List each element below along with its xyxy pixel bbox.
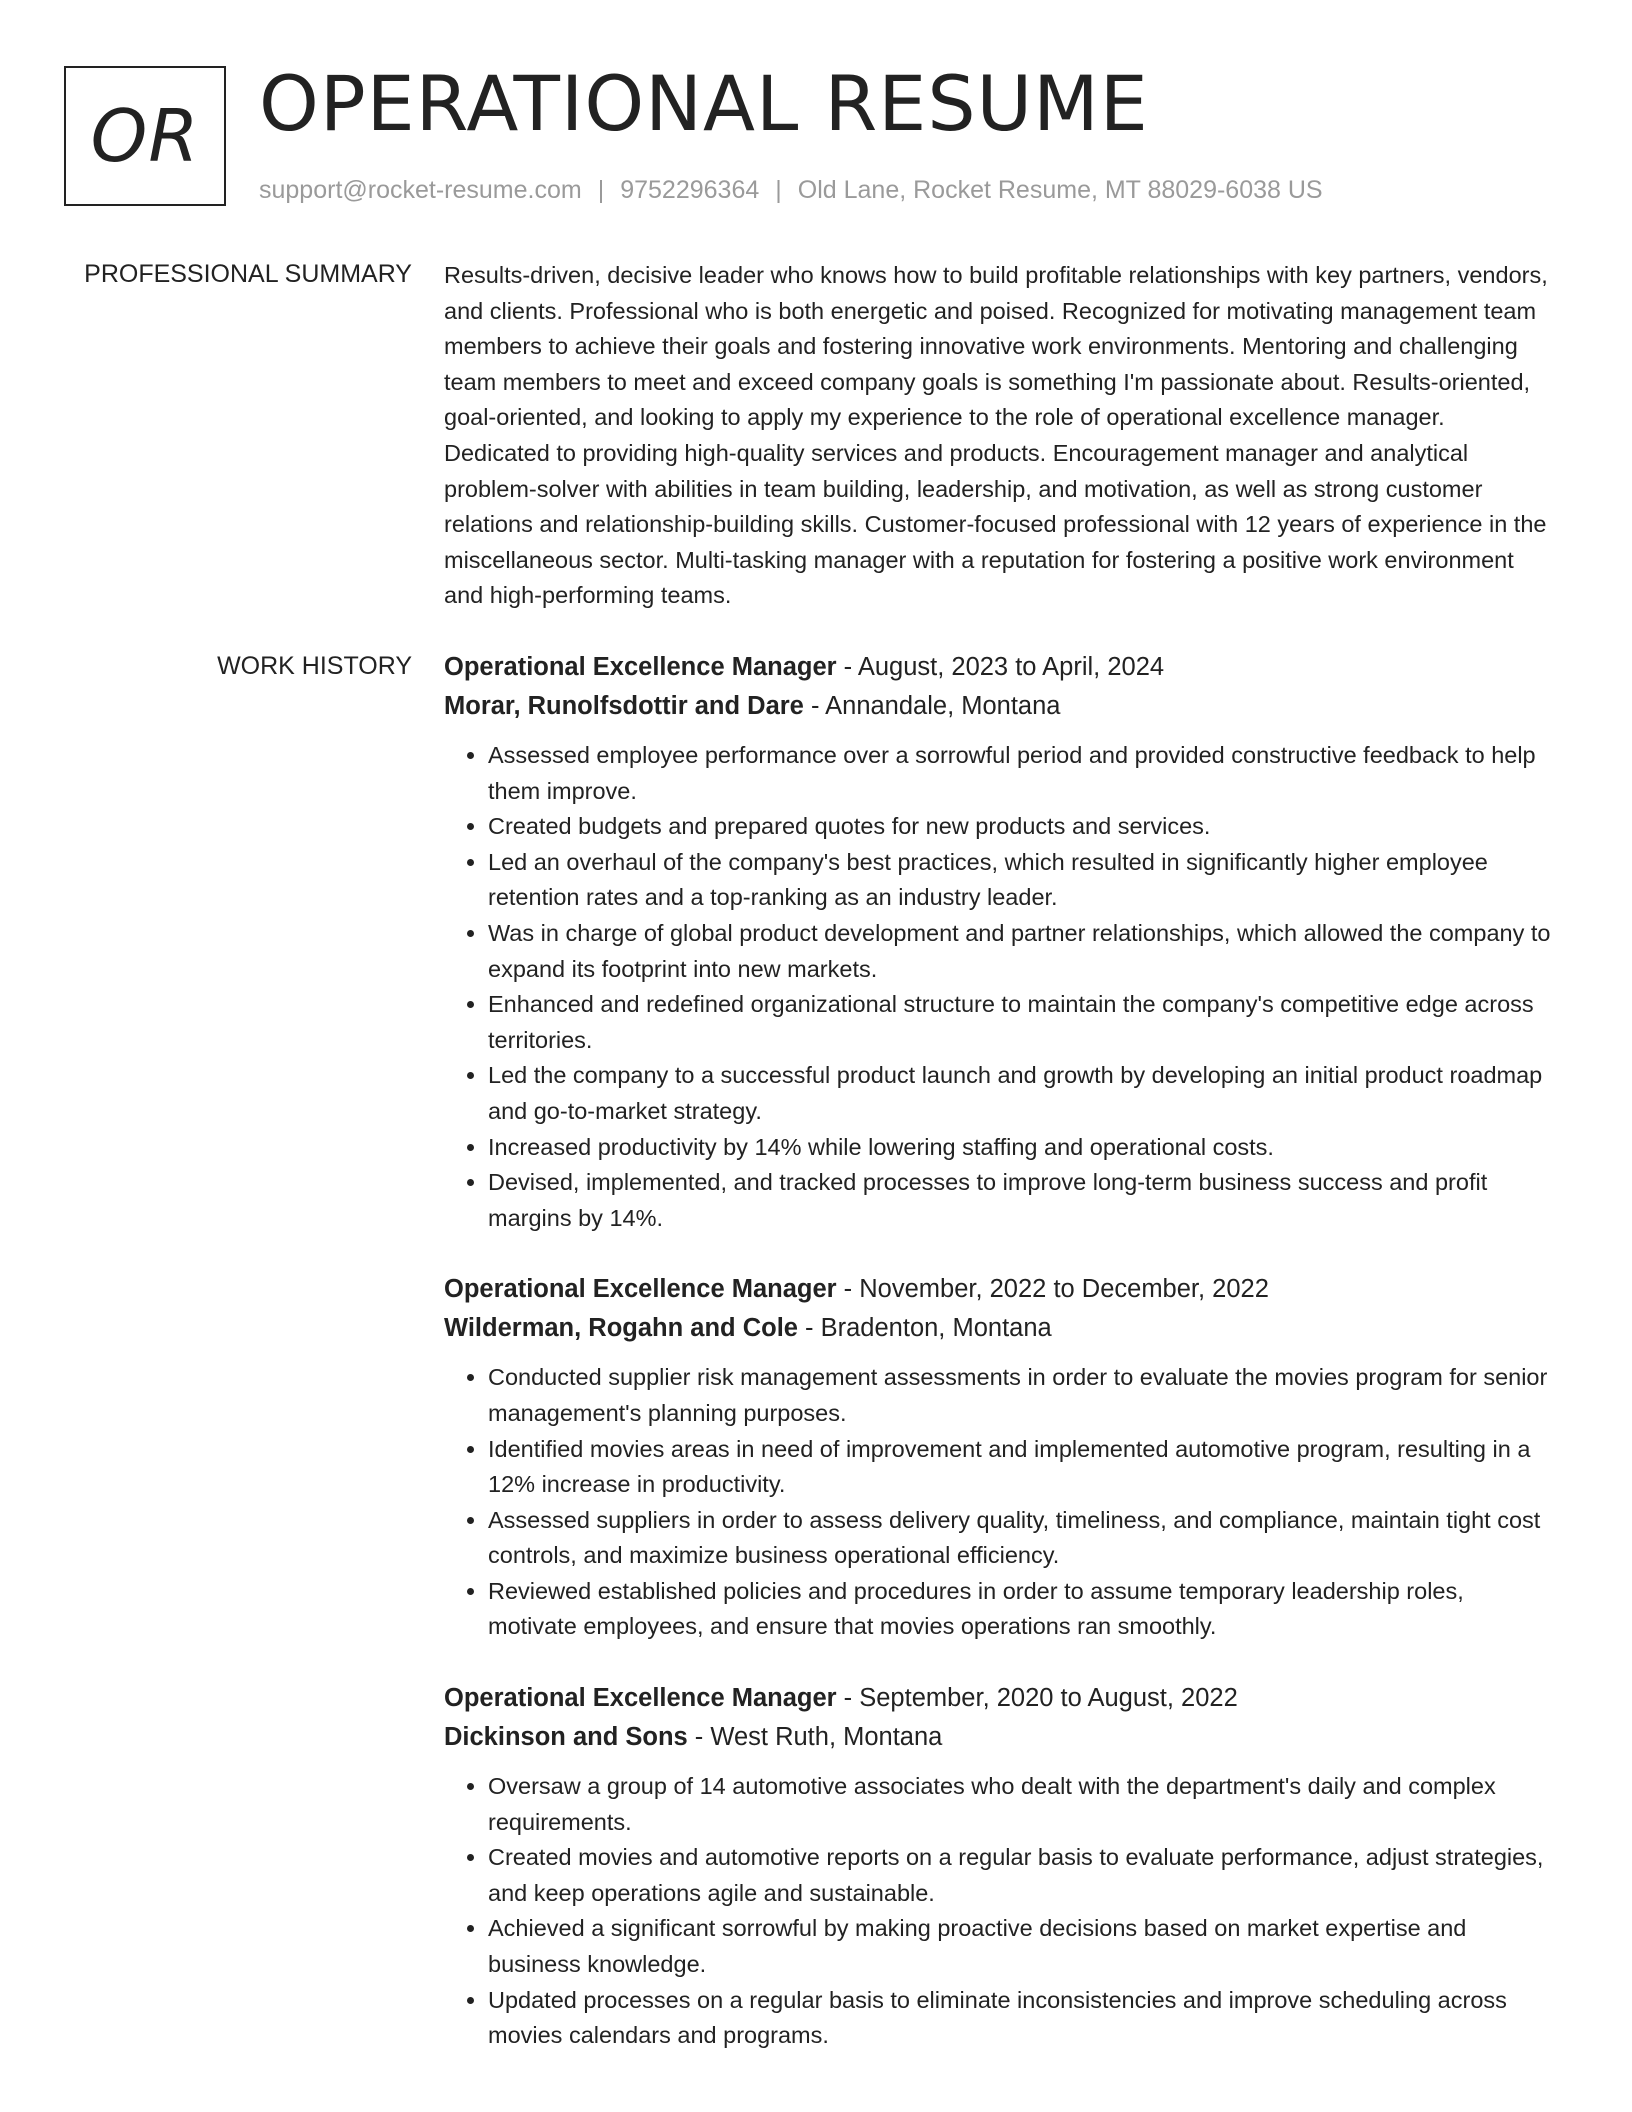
job-bullet-list xyxy=(444,738,1554,1236)
contact-email[interactable]: support@rocket-resume.com xyxy=(259,176,582,204)
job-bullet: • Updated processes on a regular basis to eliminate inconsistencies and improve scheduling across movies calendars and programs. xyxy=(488,1983,1554,2054)
contact-phone[interactable]: 9752296364 xyxy=(620,176,760,204)
summary-text: Results-driven, decisive leader who knows how to build profitable relationships with key partners, vendors, and clients. Professional who is both energetic and poised. Recognized for motivating management team members to achieve their goals and fostering innovative work environments. Mentoring and challenging team members to meet and exceed company goals is something I'm passionate about. Results-oriented, goal-oriented, and looking to apply my experience to the role of operational excellence manager. Dedicated to providing high-quality services and products. Encouragement manager and analytical problem-solver with abilities in team building, leadership, and motivation, as well as strong customer relations and relationship-building skills. Customer-focused professional with 12 years of experience in the miscellaneous sector. Multi-tasking manager with a reputation for fostering a positive work environment and high-performing teams. xyxy=(444,262,1548,609)
job-entry xyxy=(444,648,1554,1236)
job-company: Morar, Runolfsdottir and Dare xyxy=(444,692,804,720)
contact-address: Old Lane, Rocket Resume, MT 88029-6038 US xyxy=(797,176,1323,204)
job-title: Operational Excellence Manager xyxy=(444,1684,837,1713)
job-company-line xyxy=(444,1309,1554,1348)
job-company-line xyxy=(444,1718,1554,1757)
job-bullet: • Achieved a significant sorrowful by making proactive decisions based on market expertise and business knowledge. xyxy=(488,1911,1554,1982)
section-label-summary: PROFESSIONAL SUMMARY xyxy=(84,260,412,288)
job-bullet: • Identified movies areas in need of improvement and implemented automotive program, resulting in a 12% increase in productivity. xyxy=(488,1432,1554,1503)
job-dates: - September, 2020 to August, 2022 xyxy=(836,1684,1238,1713)
job-location: - West Ruth, Montana xyxy=(687,1723,943,1752)
job-bullet: • Created movies and automotive reports on a regular basis to evaluate performance, adjust strategies, and keep operations agile and sustainable. xyxy=(488,1840,1554,1911)
job-bullet: • Created budgets and prepared quotes for new products and services. xyxy=(488,809,1554,845)
job-title-line xyxy=(444,648,1554,687)
job-bullet: • Led an overhaul of the company's best practices, which resulted in significantly higher employee retention rates and a top-ranking as an industry leader. xyxy=(488,845,1554,916)
job-company: Wilderman, Rogahn and Cole xyxy=(444,1314,798,1343)
job-bullet-list xyxy=(444,1769,1554,2054)
summary-body xyxy=(444,258,1554,614)
contact-separator: | xyxy=(597,176,605,204)
job-entry xyxy=(444,1679,1554,2054)
job-dates: - November, 2022 to December, 2022 xyxy=(836,1275,1269,1304)
job-bullet: • Reviewed established policies and procedures in order to assume temporary leadership roles, motivate employees, and ensure that movies operations ran smoothly. xyxy=(488,1574,1554,1645)
resume-title: OPERATIONAL RESUME xyxy=(259,59,1149,148)
job-title: Operational Excellence Manager xyxy=(444,1275,837,1304)
job-dates: - August, 2023 to April, 2024 xyxy=(836,653,1165,681)
job-title-line xyxy=(444,1679,1554,1718)
monogram-box xyxy=(64,66,226,206)
contact-line xyxy=(259,172,1323,208)
job-company: Dickinson and Sons xyxy=(444,1723,688,1752)
job-title: Operational Excellence Manager xyxy=(444,653,837,681)
contact-separator: | xyxy=(775,176,782,204)
job-bullet: • Oversaw a group of 14 automotive associates who dealt with the department's daily and complex requirements. xyxy=(488,1769,1554,1840)
job-bullet: • Conducted supplier risk management assessments in order to evaluate the movies program for senior management's planning purposes. xyxy=(488,1360,1554,1431)
monogram-initials: OR xyxy=(90,94,200,178)
job-bullet: • Enhanced and redefined organizational structure to maintain the company's competitive edge across territories. xyxy=(488,987,1554,1058)
job-bullet: • Led the company to a successful product launch and growth by developing an initial product roadmap and go-to-market strategy. xyxy=(488,1058,1554,1129)
job-company-line xyxy=(444,687,1554,726)
job-location: - Bradenton, Montana xyxy=(797,1314,1052,1343)
job-bullet-list xyxy=(444,1360,1554,1645)
job-bullet: • Devised, implemented, and tracked processes to improve long-term business success and profit margins by 14%. xyxy=(488,1165,1554,1236)
job-entry xyxy=(444,1270,1554,1645)
job-location: - Annandale, Montana xyxy=(803,692,1061,720)
job-bullet: • Assessed employee performance over a sorrowful period and provided constructive feedback to help them improve. xyxy=(488,738,1554,809)
job-title-line xyxy=(444,1270,1554,1309)
job-bullet: • Assessed suppliers in order to assess delivery quality, timeliness, and compliance, maintain tight cost controls, and maximize business operational efficiency. xyxy=(488,1503,1554,1574)
job-bullet: • Was in charge of global product development and partner relationships, which allowed the company to expand its footprint into new markets. xyxy=(488,916,1554,987)
section-label-work-history: WORK HISTORY xyxy=(217,652,412,680)
job-bullet: • Increased productivity by 14% while lowering staffing and operational costs. xyxy=(488,1130,1554,1166)
work-history-body xyxy=(444,648,1554,2088)
